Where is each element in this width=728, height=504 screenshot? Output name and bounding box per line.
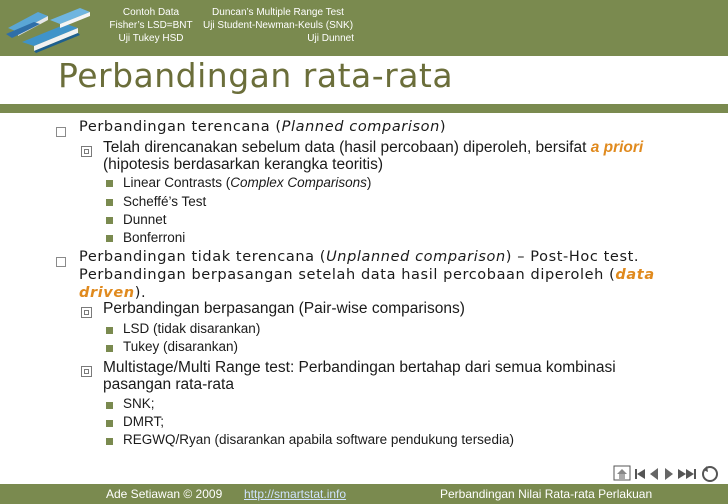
nav-link-duncan[interactable]: Duncan’s Multiple Range Test: [212, 7, 344, 18]
return-icon[interactable]: [703, 466, 717, 481]
item-italic: Complex Comparisons: [230, 175, 367, 190]
unplanned-text: ) – Post-Hoc test.: [505, 249, 640, 265]
back-icon[interactable]: [650, 468, 658, 480]
unplanned-heading-line1: [79, 249, 639, 265]
item-text: ): [366, 175, 372, 190]
forward-icon[interactable]: [665, 468, 673, 480]
planned-heading: [79, 119, 446, 135]
planned-label-italic: Planned comparison: [281, 119, 440, 135]
list-item: Tukey (disarankan): [123, 339, 239, 354]
bullet-l3-icon: [106, 217, 113, 224]
list-item: DMRT;: [123, 414, 165, 429]
first-slide-icon[interactable]: [635, 469, 645, 479]
last-slide-icon[interactable]: [678, 469, 696, 479]
planned-desc-text: Telah direncanakan sebelum data (hasil percobaan) diperoleh, bersifat: [103, 139, 591, 156]
bullet-l3-icon: [106, 420, 113, 427]
bullet-l2-icon: [81, 366, 92, 377]
footer-topic: Perbandingan Nilai Rata-rata Perlakuan: [440, 487, 653, 501]
slide-nav-controls: [612, 462, 722, 486]
planned-label-pre: Perbandingan terencana (: [79, 119, 282, 135]
footer-bar: [0, 484, 728, 504]
unplanned-italic: Unplanned comparison: [326, 249, 506, 265]
slide-title: Perbandingan rata-rata: [58, 56, 454, 95]
planned-desc-line2: (hipotesis berdasarkan kerangka teoritis): [103, 156, 383, 173]
list-item: [123, 175, 371, 190]
list-item: Scheffé’s Test: [123, 194, 207, 209]
footer-author: Ade Setiawan © 2009: [106, 487, 223, 501]
planned-label-post: ): [439, 119, 447, 135]
bullet-l3-icon: [106, 180, 113, 187]
unplanned-text: Perbandingan tidak terencana (: [79, 249, 327, 265]
multistage-line1: Multistage/Multi Range test: Perbandingan bertahap dari semua kombinasi: [103, 359, 616, 376]
list-item: SNK;: [123, 396, 155, 411]
bullet-l3-icon: [106, 402, 113, 409]
list-item: Dunnet: [123, 212, 167, 227]
unplanned-text: ).: [134, 285, 147, 301]
bullet-l2-icon: [81, 146, 92, 157]
pairwise-heading: Perbandingan berpasangan (Pair-wise comparisons): [103, 300, 465, 317]
list-item: LSD (tidak disarankan): [123, 321, 261, 336]
bullet-l3-icon: [106, 235, 113, 242]
data-emphasis: data: [615, 267, 655, 283]
list-item: Bonferroni: [123, 230, 186, 245]
nav-link-snk[interactable]: Uji Student-Newman-Keuls (SNK): [202, 20, 354, 31]
home-icon[interactable]: [614, 466, 630, 480]
unplanned-heading-line3: [79, 285, 146, 301]
bullet-l3-icon: [106, 345, 113, 352]
unplanned-heading-line2: [79, 267, 655, 283]
a-priori-emphasis: a priori: [590, 139, 644, 156]
bullet-l1-icon: [56, 127, 66, 137]
nav-link-contoh-data[interactable]: Contoh Data: [122, 7, 180, 18]
bullet-l3-icon: [106, 327, 113, 334]
planned-desc-line1: [103, 139, 643, 157]
bullet-l3-icon: [106, 199, 113, 206]
bullet-l2-icon: [81, 307, 92, 318]
unplanned-text: Perbandingan berpasangan setelah data hasil percobaan diperoleh (: [79, 267, 616, 283]
footer-link[interactable]: http://smartstat.info: [244, 487, 347, 501]
nav-link-tukey-hsd[interactable]: Uji Tukey HSD: [118, 33, 184, 44]
bullet-l3-icon: [106, 438, 113, 445]
bullet-l1-icon: [56, 257, 66, 267]
driven-emphasis: driven: [79, 285, 135, 301]
nav-link-dunnet[interactable]: Uji Dunnet: [307, 33, 354, 44]
multistage-line2: pasangan rata-rata: [103, 376, 234, 393]
nav-link-fisher-lsd[interactable]: Fisher’s LSD=BNT: [109, 20, 193, 31]
item-text: Linear Contrasts (: [123, 175, 231, 190]
list-item: REGWQ/Ryan (disarankan apabila software pendukung tersedia): [123, 432, 514, 447]
